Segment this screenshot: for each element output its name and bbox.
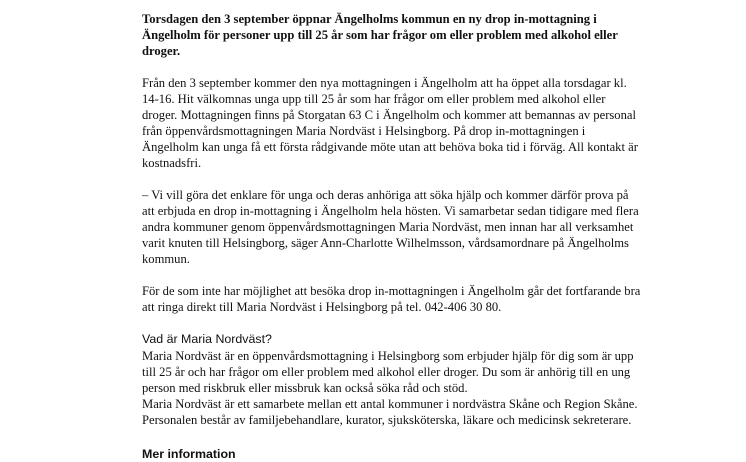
more-info-heading: Mer information [142, 447, 236, 461]
section-heading: Vad är Maria Nordväst? [142, 332, 272, 346]
article-paragraph: Från den 3 september kommer den nya mottagningen i Ängelholm att ha öppet alla torsdagar kl. 14-16. Hit välkomnas unga upp till 25 år som har frågor om eller problem med alkohol eller droger. Mottagningen finns på Storgatan 63 C i Ängelholm och kommer att bemannas av personal från öppenvårdsmottagningen Maria Nordväst i Helsingborg. På drop in-mottagningen i Ängelholm kan unga få ett första rådgivande möte utan att behöva boka tid i förväg. All kontakt är kostnadsfri. [142, 76, 638, 170]
article-contact-paragraph: För de som inte har möjlighet att besöka drop in-mottagningen i Ängelholm går det fortfarande bra att ringa direkt till Maria Nordväst i Helsingborg på tel. 042-406 30 80. [142, 284, 641, 314]
article-lead: Torsdagen den 3 september öppnar Ängelholms kommun en ny drop in-mottagning i Ängelholm för personer upp till 25 år som har frågor om eller problem med alkohol eller droger. [142, 12, 618, 58]
section-paragraph: Maria Nordväst är ett samarbete mellan ett antal kommuner i nordvästra Skåne och Region Skåne. Personalen består av familjebehandlare, kurator, sjuksköterska, läkare och medicinsk sekreterare. [142, 397, 638, 427]
article [142, 11, 642, 462]
article-quote-paragraph: – Vi vill göra det enklare för unga och deras anhöriga att söka hjälp och kommer därför prova på att erbjuda en drop in-mottagning i Ängelholm hela hösten. Vi samarbetar sedan tidigare med flera andra kommuner genom öppenvårdsmottagningen Maria Nordväst, men innan har all verksamhet varit knuten till Helsingborg, säger Ann-Charlotte Wilhelmsson, vårdsamordnare på Ängelholms kommun. [142, 188, 639, 266]
section-paragraph: Maria Nordväst är en öppenvårdsmottagning i Helsingborg som erbjuder hjälp för dig som är upp till 25 år och har frågor om eller problem med alkohol eller droger. Du som är anhörig till en ung person med riskbruk eller missbruk kan också söka råd och stöd. [142, 349, 634, 395]
